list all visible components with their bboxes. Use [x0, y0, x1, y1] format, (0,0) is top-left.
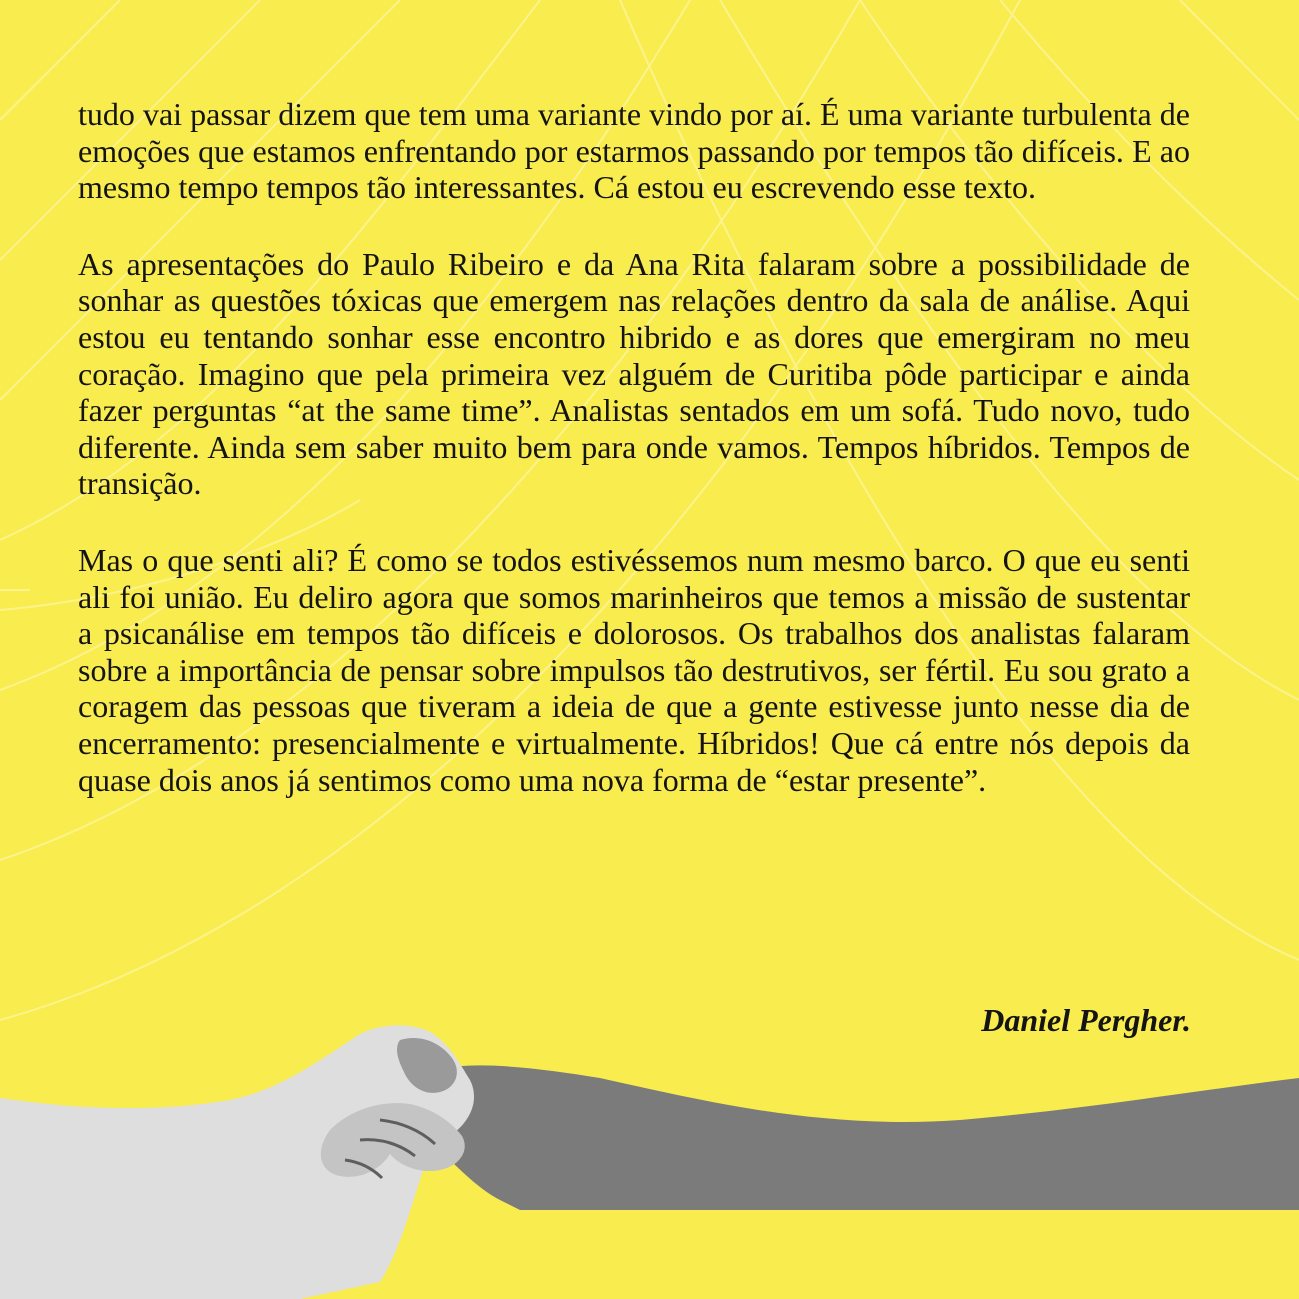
article-body — [78, 96, 1190, 838]
handshake-icon — [0, 1020, 1299, 1299]
paragraph-1: tudo vai passar dizem que tem uma variante vindo por aí. É uma variante turbulenta de emoções que estamos enfrentando por estarmos passando por tempos tão difíceis. E ao mesmo tempo tempos tão interessantes. Cá estou eu escrevendo esse texto. — [78, 96, 1190, 206]
right-arm-shape — [416, 1065, 1299, 1210]
author-signature: Daniel Pergher. — [981, 1002, 1191, 1038]
paragraph-3: Mas o que senti ali? É como se todos estivéssemos num mesmo barco. O que eu senti ali foi união. Eu deliro agora que somos marinheiros que temos a missão de sustentar a psicanálise em tempos tão difíceis e dolorosos. Os trabalhos dos analistas falaram sobre a importância de pensar sobre impulsos tão destrutivos, ser fértil. Eu sou grato a coragem das pessoas que tiveram a ideia de que a gente estivesse junto nesse dia de encerramento: presencialmente e virtualmente. Híbridos! Que cá entre nós depois da quase dois anos já sentimos como uma nova forma de “estar presente”. — [78, 541, 1190, 798]
paragraph-2: As apresentações do Paulo Ribeiro e da Ana Rita falaram sobre a possibilidade de sonhar as questões tóxicas que emergem nas relações dentro da sala de análise. Aqui estou eu tentando sonhar esse encontro hibrido e as dores que emergiram no meu coração. Imagino que pela primeira vez alguém de Curitiba pôde participar e ainda fazer perguntas “at the same time”. Analistas sentados em um sofá. Tudo novo, tudo diferente. Ainda sem saber muito bem para onde vamos. Tempos híbridos. Tempos de transição. — [78, 245, 1190, 502]
